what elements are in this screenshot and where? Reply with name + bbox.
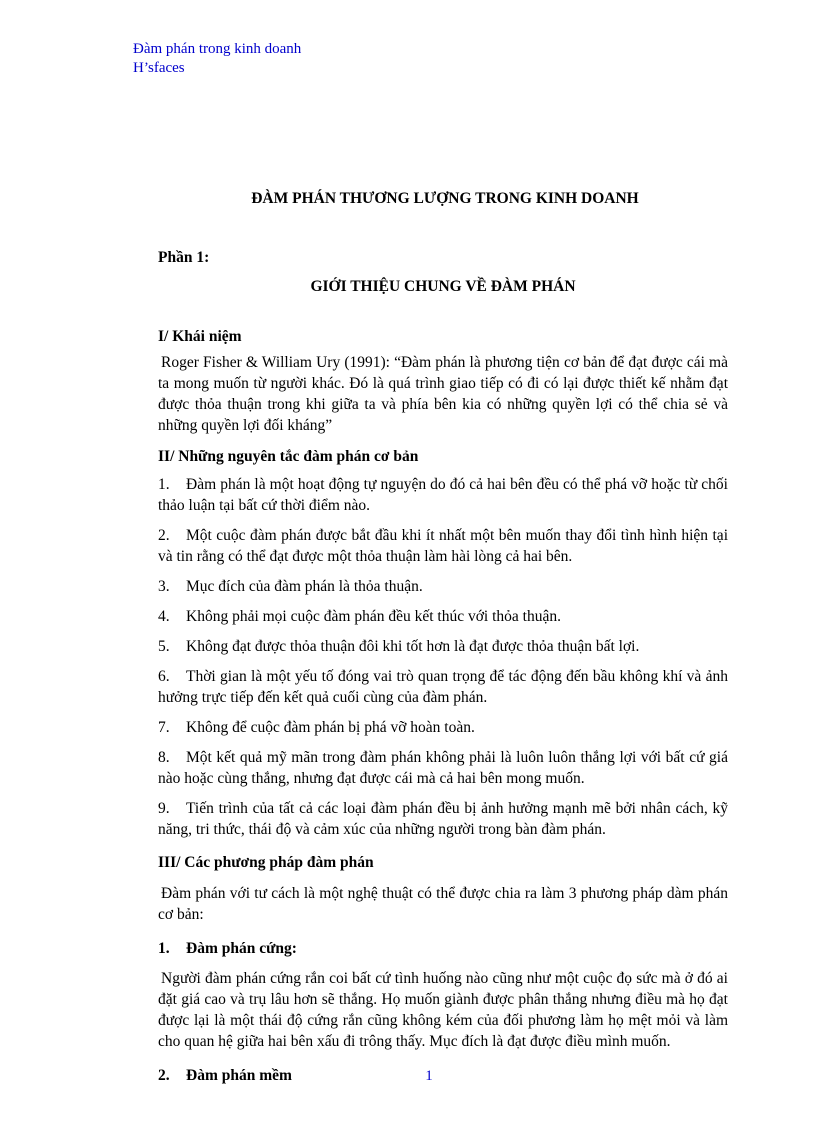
list-item xyxy=(158,747,728,789)
list-item xyxy=(158,798,728,840)
list-item-text: Tiến trình của tất cả các loại đàm phán đều bị ảnh hưởng mạnh mẽ bởi nhân cách, kỹ năng, tri thức, thái độ và cảm xúc của những người trong bàn đàm phán. xyxy=(158,800,728,838)
list-item xyxy=(158,636,728,657)
header-author: H’sfaces xyxy=(133,60,185,76)
list-item xyxy=(158,606,728,627)
list-item xyxy=(158,717,728,738)
section-heading-principles: II/ Những nguyên tắc đàm phán cơ bản xyxy=(158,448,419,465)
list-item-text: Không đạt được thỏa thuận đôi khi tốt hơn là đạt được thỏa thuận bất lợi. xyxy=(186,638,640,655)
list-item-number: 5. xyxy=(158,638,170,655)
definition-paragraph: Roger Fisher & William Ury (1991): “Đàm phán là phương tiện cơ bản để đạt được cái mà ta mong muốn từ người khác. Đó là quá trình giao tiếp có đi có lại được thiết kế nhằm đạt được thỏa thuận trong khi giữa ta và phía bên kia có những quyền lợi có thể chia sẻ và những quyền lợi đối kháng” xyxy=(158,354,728,434)
list-item-number: 1. xyxy=(158,476,170,493)
list-item-number: 2. xyxy=(158,527,170,544)
subheading-number: 2. xyxy=(158,1067,170,1084)
list-item xyxy=(158,474,728,516)
list-item-text: Mục đích của đàm phán là thỏa thuận. xyxy=(186,578,423,595)
document-body xyxy=(158,247,728,1086)
list-item-text: Đàm phán là một hoạt động tự nguyện do đó cả hai bên đều có thể phá vỡ hoặc từ chối thảo luận tại bất cứ thời điểm nào. xyxy=(158,476,728,514)
part-title: GIỚI THIỆU CHUNG VỀ ĐÀM PHÁN xyxy=(310,278,576,295)
section-heading-concept: I/ Khái niệm xyxy=(158,328,242,345)
list-item-number: 6. xyxy=(158,668,170,685)
subheading-text: Đàm phán cứng: xyxy=(186,940,297,957)
principles-list xyxy=(158,474,728,840)
list-item xyxy=(158,576,728,597)
list-item-number: 3. xyxy=(158,578,170,595)
list-item-number: 9. xyxy=(158,800,170,817)
list-item-text: Không phải mọi cuộc đàm phán đều kết thúc với thỏa thuận. xyxy=(186,608,561,625)
header-doc-title: Đàm phán trong kinh doanh xyxy=(133,41,302,57)
list-item-number: 8. xyxy=(158,749,170,766)
document-header xyxy=(133,40,301,78)
list-item-number: 7. xyxy=(158,719,170,736)
page-number: 1 xyxy=(425,1068,433,1084)
part-label: Phần 1: xyxy=(158,249,210,266)
list-item-text: Một cuộc đàm phán được bắt đầu khi ít nhất một bên muốn thay đổi tình hình hiện tại và tin rằng có thể đạt được một thỏa thuận làm hài lòng cả hai bên. xyxy=(158,527,728,565)
subheading-text: Đàm phán mềm xyxy=(186,1067,292,1084)
subheading-hard-negotiation xyxy=(158,938,728,959)
hard-negotiation-paragraph: Người đàm phán cứng rắn coi bất cứ tình huống nào cũng như một cuộc đọ sức mà ở đó ai đặt giá cao và trụ lâu hơn sẽ thắng. Họ muốn giành được phân thắng nhưng điều mà họ đạt được lại là một thái độ cứng rắn cũng không kém của đối phương làm họ mệt mỏi và làm cho quan hệ giữa hai bên xấu đi trông thấy. Mục đích là đạt được điều mình muốn. xyxy=(158,970,728,1050)
list-item-number: 4. xyxy=(158,608,170,625)
section-heading-methods: III/ Các phương pháp đàm phán xyxy=(158,854,374,871)
list-item xyxy=(158,525,728,567)
methods-intro-paragraph: Đàm phán với tư cách là một nghệ thuật có thể được chia ra làm 3 phương pháp dàm phán cơ bản: xyxy=(158,885,728,923)
list-item-text: Không để cuộc đàm phán bị phá vỡ hoàn toàn. xyxy=(186,719,475,736)
document-title: ĐÀM PHÁN THƯƠNG LƯỢNG TRONG KINH DOANH xyxy=(251,190,639,207)
list-item xyxy=(158,666,728,708)
list-item-text: Thời gian là một yếu tố đóng vai trò quan trọng để tác động đến bầu không khí và ảnh hưởng trực tiếp đến kết quả cuối cùng của đàm phán. xyxy=(158,668,728,706)
list-item-text: Một kết quả mỹ mãn trong đàm phán không phải là luôn luôn thắng lợi với bất cứ giá nào hoặc cùng thắng, nhưng đạt được cái mà cả hai bên mong muốn. xyxy=(158,749,728,787)
subheading-number: 1. xyxy=(158,940,170,957)
